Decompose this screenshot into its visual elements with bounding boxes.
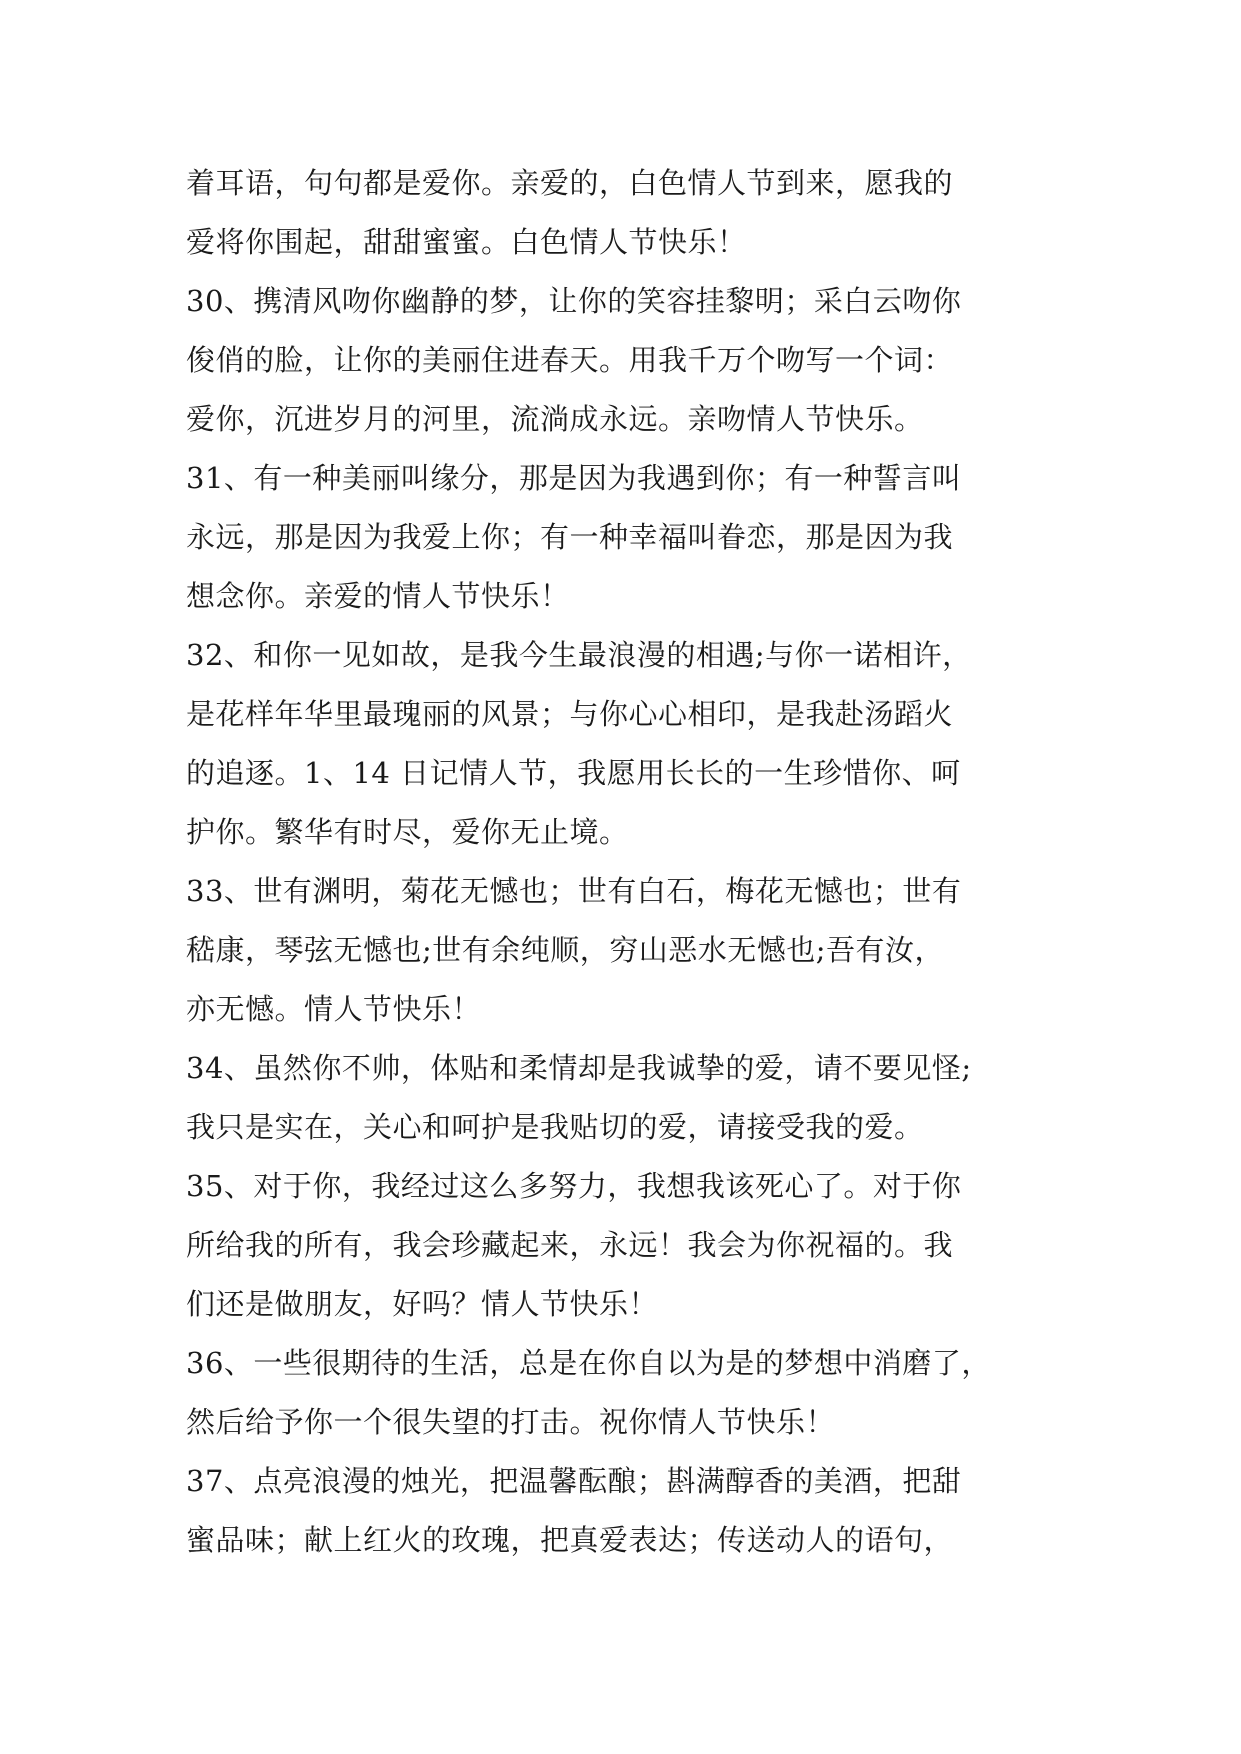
text-line: 爱你，沉进岁月的河里，流淌成永远。亲吻情人节快乐。 [186,402,924,436]
text-line: 我只是实在，关心和呵护是我贴切的爱，请接受我的爱。 [186,1110,924,1144]
text-line: 所给我的所有，我会珍藏起来，永远！我会为你祝福的。我 [186,1228,954,1262]
text-line: 永远，那是因为我爱上你；有一种幸福叫眷恋，那是因为我 [186,520,954,554]
text-line: 着耳语，句句都是爱你。亲爱的，白色情人节到来，愿我的 [186,166,954,200]
text-line: 亦无憾。情人节快乐！ [186,992,482,1026]
document-body [186,154,1066,1570]
text-line: 37、点亮浪漫的烛光，把温馨酝酿；斟满醇香的美酒，把甜 [186,1464,962,1498]
text-line: 的追逐。1、14 日记情人节，我愿用长长的一生珍惜你、呵 [186,756,961,790]
text-line: 31、有一种美丽叫缘分，那是因为我遇到你；有一种誓言叫 [186,461,962,495]
text-line: 35、对于你，我经过这么多努力，我想我该死心了。对于你 [186,1169,962,1203]
text-line: 蜜品味；献上红火的玫瑰，把真爱表达；传送动人的语句， [186,1523,954,1557]
text-line: 们还是做朋友，好吗？情人节快乐！ [186,1287,659,1321]
text-line: 然后给予你一个很失望的打击。祝你情人节快乐！ [186,1405,836,1439]
text-line: 想念你。亲爱的情人节快乐！ [186,579,570,613]
text-line: 嵇康，琴弦无憾也;世有余纯顺，穷山恶水无憾也;吾有汝， [186,933,945,967]
text-line: 32、和你一见如故，是我今生最浪漫的相遇;与你一诺相许， [186,638,972,672]
text-line: 30、携清风吻你幽静的梦，让你的笑容挂黎明；采白云吻你 [186,284,962,318]
text-line: 36、一些很期待的生活，总是在你自以为是的梦想中消磨了， [186,1346,991,1380]
text-line: 是花样年华里最瑰丽的风景；与你心心相印，是我赴汤蹈火 [186,697,954,731]
text-line: 俊俏的脸，让你的美丽住进春天。用我千万个吻写一个词： [186,343,954,377]
text-line: 33、世有渊明，菊花无憾也；世有白石，梅花无憾也；世有 [186,874,962,908]
text-line: 护你。繁华有时尽，爱你无止境。 [186,815,629,849]
text-line: 34、虽然你不帅，体贴和柔情却是我诚挚的爱，请不要见怪; [186,1051,972,1085]
text-line: 爱将你围起，甜甜蜜蜜。白色情人节快乐！ [186,225,747,259]
